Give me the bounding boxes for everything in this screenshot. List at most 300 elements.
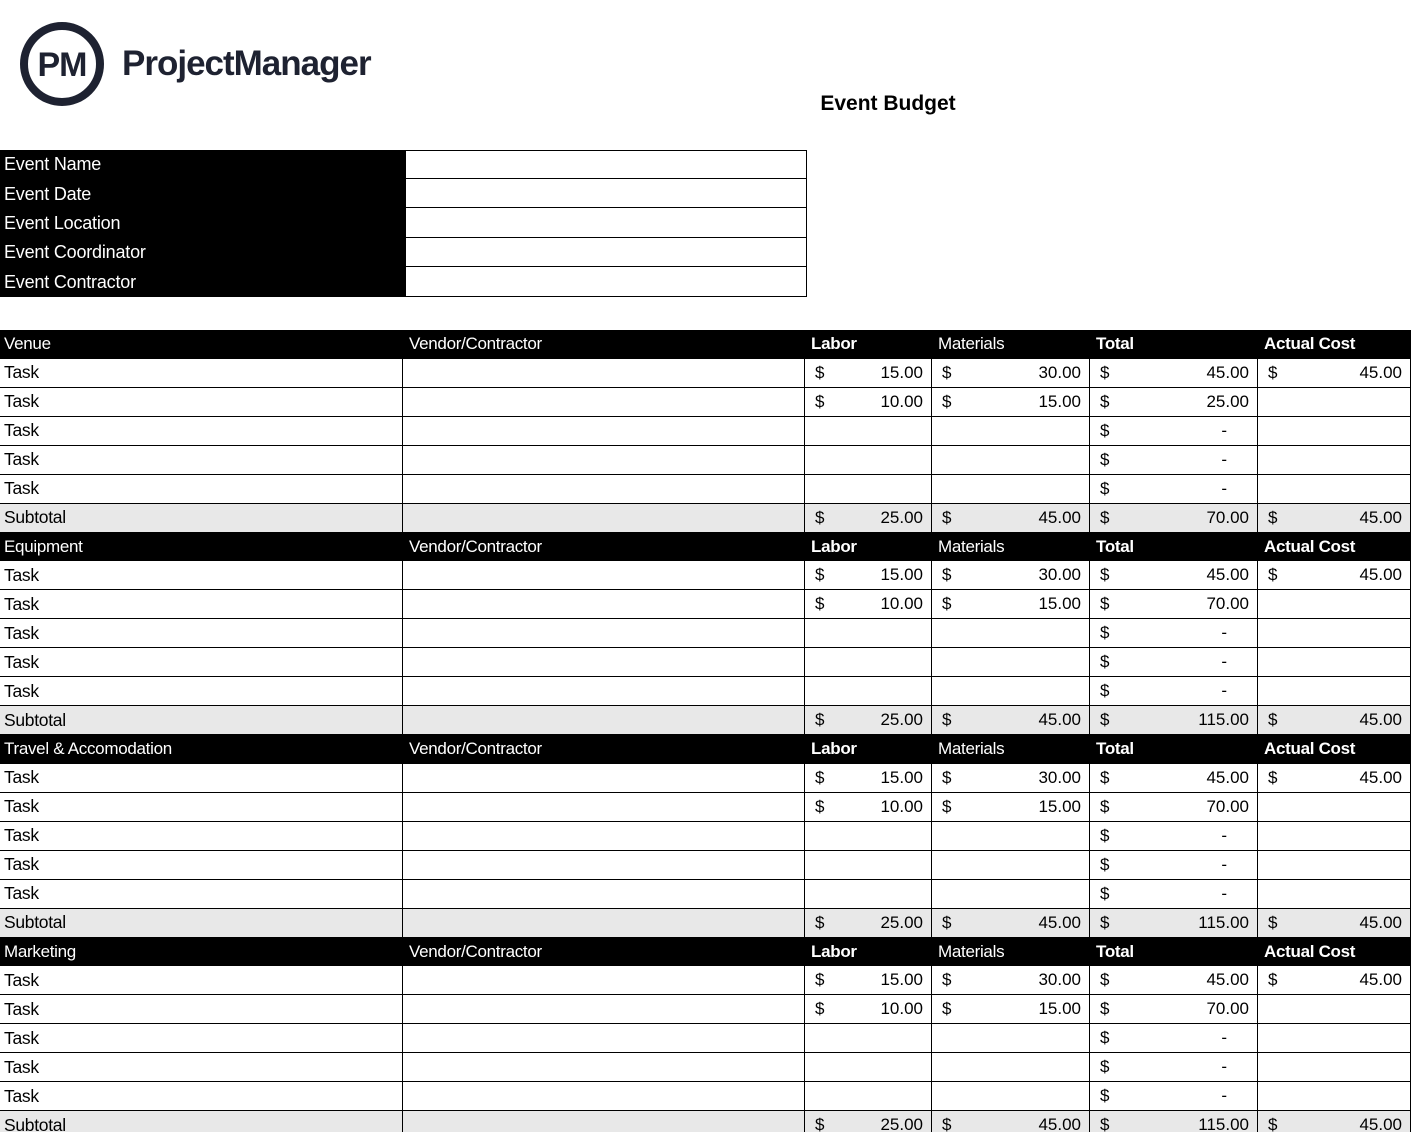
total-amount-cell[interactable] bbox=[1090, 446, 1258, 474]
task-label-cell[interactable]: Task bbox=[0, 880, 403, 908]
amount-value: 25.00 bbox=[1206, 391, 1249, 411]
labor-amount-cell[interactable] bbox=[805, 851, 932, 879]
actual-cost-amount-cell[interactable] bbox=[1258, 359, 1411, 387]
vendor-cell[interactable] bbox=[403, 995, 805, 1023]
labor-amount-cell[interactable] bbox=[805, 648, 932, 676]
info-input-event-contractor[interactable] bbox=[405, 266, 807, 297]
currency-symbol: $ bbox=[942, 1115, 952, 1132]
materials-amount-cell[interactable] bbox=[932, 822, 1090, 850]
total-amount-cell[interactable] bbox=[1090, 417, 1258, 445]
vendor-cell[interactable] bbox=[403, 880, 805, 908]
amount-value: 15.00 bbox=[1038, 796, 1081, 816]
currency-symbol: $ bbox=[815, 767, 825, 787]
vendor-cell[interactable] bbox=[403, 677, 805, 705]
vendor-cell[interactable] bbox=[403, 590, 805, 618]
materials-amount-cell[interactable] bbox=[932, 359, 1090, 387]
actual-cost-amount-cell[interactable] bbox=[1258, 388, 1411, 416]
info-input-event-name[interactable] bbox=[405, 150, 807, 179]
currency-symbol: $ bbox=[942, 507, 952, 527]
subtotal-total-cell bbox=[1090, 504, 1258, 532]
equipment-task-row-3 bbox=[0, 619, 1411, 648]
task-label-cell[interactable]: Task bbox=[0, 446, 403, 474]
amount-value: 45.00 bbox=[1206, 970, 1249, 989]
materials-amount-cell[interactable] bbox=[932, 995, 1090, 1023]
pm-logo-icon bbox=[18, 20, 106, 108]
vendor-cell[interactable] bbox=[403, 561, 805, 589]
labor-amount-cell[interactable] bbox=[805, 677, 932, 705]
amount-value: - bbox=[1221, 854, 1227, 874]
amount-value: 115.00 bbox=[1198, 710, 1249, 729]
amount-value: 45.00 bbox=[1206, 565, 1249, 584]
task-label-cell[interactable]: Task bbox=[0, 822, 403, 850]
col-header-total: Total bbox=[1096, 334, 1134, 354]
task-label-cell[interactable]: Task bbox=[0, 590, 403, 618]
task-label-cell[interactable]: Task bbox=[0, 1053, 403, 1081]
currency-symbol: $ bbox=[942, 999, 952, 1018]
equipment-task-row-5 bbox=[0, 677, 1411, 706]
currency-symbol: $ bbox=[815, 999, 825, 1018]
amount-value: - bbox=[1221, 478, 1227, 498]
travel-accomodation-task-row-4 bbox=[0, 851, 1411, 880]
materials-amount-cell[interactable] bbox=[932, 619, 1090, 647]
actual-cost-amount-cell[interactable] bbox=[1258, 966, 1411, 994]
section-title-marketing: Marketing bbox=[4, 941, 76, 961]
task-label-cell[interactable]: Task bbox=[0, 619, 403, 647]
subtotal-actual-cost-cell bbox=[1258, 909, 1411, 937]
currency-symbol: $ bbox=[815, 594, 825, 613]
currency-symbol: $ bbox=[1268, 767, 1278, 787]
col-header-labor: Labor bbox=[811, 739, 857, 759]
vendor-cell[interactable] bbox=[403, 475, 805, 503]
currency-symbol: $ bbox=[1100, 1115, 1110, 1132]
amount-value: 25.00 bbox=[880, 710, 923, 729]
currency-symbol: $ bbox=[1100, 825, 1110, 845]
currency-symbol: $ bbox=[1268, 362, 1278, 382]
labor-amount-cell[interactable] bbox=[805, 446, 932, 474]
currency-symbol: $ bbox=[1100, 623, 1110, 642]
amount-value: 30.00 bbox=[1038, 767, 1081, 787]
travel-accomodation-subtotal-row bbox=[0, 909, 1411, 938]
amount-value: - bbox=[1221, 1086, 1227, 1105]
materials-amount-cell[interactable] bbox=[932, 966, 1090, 994]
amount-value: 30.00 bbox=[1038, 970, 1081, 989]
actual-cost-amount-cell[interactable] bbox=[1258, 1053, 1411, 1081]
materials-amount-cell[interactable] bbox=[932, 764, 1090, 792]
vendor-cell[interactable] bbox=[403, 1082, 805, 1110]
amount-value: - bbox=[1221, 652, 1227, 671]
amount-value: 115.00 bbox=[1198, 912, 1249, 932]
amount-value: 45.00 bbox=[1359, 767, 1402, 787]
labor-amount-cell[interactable] bbox=[805, 619, 932, 647]
equipment-task-row-4 bbox=[0, 648, 1411, 677]
currency-symbol: $ bbox=[1268, 565, 1278, 584]
amount-value: 25.00 bbox=[880, 1115, 923, 1132]
subtotal-label-cell: Subtotal bbox=[0, 706, 403, 734]
labor-amount-cell[interactable] bbox=[805, 966, 932, 994]
subtotal-labor-cell bbox=[805, 1111, 932, 1132]
info-label-event-date: Event Date bbox=[0, 179, 405, 208]
labor-amount-cell[interactable] bbox=[805, 1053, 932, 1081]
actual-cost-amount-cell[interactable] bbox=[1258, 793, 1411, 821]
amount-value: - bbox=[1221, 1057, 1227, 1076]
vendor-cell[interactable] bbox=[403, 851, 805, 879]
subtotal-total-cell bbox=[1090, 1111, 1258, 1132]
marketing-task-row-5 bbox=[0, 1082, 1411, 1111]
currency-symbol: $ bbox=[942, 594, 952, 613]
currency-symbol: $ bbox=[942, 970, 952, 989]
actual-cost-amount-cell[interactable] bbox=[1258, 822, 1411, 850]
amount-value: - bbox=[1221, 825, 1227, 845]
col-header-vendor: Vendor/Contractor bbox=[409, 536, 542, 556]
vendor-cell[interactable] bbox=[403, 1024, 805, 1052]
actual-cost-amount-cell[interactable] bbox=[1258, 446, 1411, 474]
amount-value: 45.00 bbox=[1359, 970, 1402, 989]
materials-amount-cell[interactable] bbox=[932, 388, 1090, 416]
subtotal-vendor-cell bbox=[403, 706, 805, 734]
currency-symbol: $ bbox=[1100, 594, 1110, 613]
currency-symbol: $ bbox=[942, 362, 952, 382]
actual-cost-amount-cell[interactable] bbox=[1258, 1082, 1411, 1110]
total-amount-cell[interactable] bbox=[1090, 966, 1258, 994]
task-label-cell[interactable]: Task bbox=[0, 995, 403, 1023]
info-input-event-coordinator[interactable] bbox=[405, 237, 807, 268]
currency-symbol: $ bbox=[815, 970, 825, 989]
actual-cost-amount-cell[interactable] bbox=[1258, 619, 1411, 647]
section-title-venue: Venue bbox=[4, 334, 51, 354]
labor-amount-cell[interactable] bbox=[805, 590, 932, 618]
amount-value: 15.00 bbox=[1038, 999, 1081, 1018]
total-amount-cell[interactable] bbox=[1090, 475, 1258, 503]
amount-value: 45.00 bbox=[1359, 362, 1402, 382]
amount-value: 70.00 bbox=[1206, 507, 1249, 527]
amount-value: 45.00 bbox=[1359, 565, 1402, 584]
materials-amount-cell[interactable] bbox=[932, 1053, 1090, 1081]
task-label-cell[interactable]: Task bbox=[0, 851, 403, 879]
materials-amount-cell[interactable] bbox=[932, 446, 1090, 474]
vendor-cell[interactable] bbox=[403, 619, 805, 647]
col-header-actual-cost: Actual Cost bbox=[1264, 739, 1356, 759]
venue-task-row-5 bbox=[0, 475, 1411, 504]
amount-value: - bbox=[1221, 681, 1227, 700]
amount-value: 45.00 bbox=[1359, 710, 1402, 729]
currency-symbol: $ bbox=[1268, 912, 1278, 932]
currency-symbol: $ bbox=[1100, 912, 1110, 932]
venue-subtotal-row bbox=[0, 504, 1411, 533]
marketing-task-row-1 bbox=[0, 966, 1411, 995]
col-header-vendor: Vendor/Contractor bbox=[409, 941, 542, 961]
currency-symbol: $ bbox=[942, 767, 952, 787]
currency-symbol: $ bbox=[815, 565, 825, 584]
col-header-actual-cost: Actual Cost bbox=[1264, 536, 1356, 556]
subtotal-actual-cost-cell bbox=[1258, 504, 1411, 532]
materials-amount-cell[interactable] bbox=[932, 1024, 1090, 1052]
labor-amount-cell[interactable] bbox=[805, 417, 932, 445]
venue-task-row-3 bbox=[0, 417, 1411, 446]
total-amount-cell[interactable] bbox=[1090, 561, 1258, 589]
total-amount-cell[interactable] bbox=[1090, 590, 1258, 618]
currency-symbol: $ bbox=[1100, 391, 1110, 411]
labor-amount-cell[interactable] bbox=[805, 880, 932, 908]
materials-amount-cell[interactable] bbox=[932, 677, 1090, 705]
currency-symbol: $ bbox=[815, 391, 825, 411]
labor-amount-cell[interactable] bbox=[805, 764, 932, 792]
info-input-event-location[interactable] bbox=[405, 207, 807, 238]
currency-symbol: $ bbox=[1100, 1086, 1110, 1105]
materials-amount-cell[interactable] bbox=[932, 590, 1090, 618]
marketing-subtotal-row bbox=[0, 1111, 1411, 1132]
col-header-actual-cost: Actual Cost bbox=[1264, 941, 1356, 961]
amount-value: 15.00 bbox=[880, 362, 923, 382]
amount-value: 115.00 bbox=[1198, 1115, 1249, 1132]
materials-amount-cell[interactable] bbox=[932, 880, 1090, 908]
currency-symbol: $ bbox=[1100, 565, 1110, 584]
materials-amount-cell[interactable] bbox=[932, 561, 1090, 589]
info-label-event-name: Event Name bbox=[0, 150, 405, 179]
section-header-venue bbox=[0, 330, 1411, 359]
amount-value: 45.00 bbox=[1359, 912, 1402, 932]
currency-symbol: $ bbox=[815, 912, 825, 932]
amount-value: 10.00 bbox=[880, 999, 923, 1018]
task-label-cell[interactable]: Task bbox=[0, 359, 403, 387]
section-header-marketing bbox=[0, 938, 1411, 967]
vendor-cell[interactable] bbox=[403, 822, 805, 850]
amount-value: 45.00 bbox=[1206, 362, 1249, 382]
currency-symbol: $ bbox=[1100, 999, 1110, 1018]
vendor-cell[interactable] bbox=[403, 446, 805, 474]
total-amount-cell[interactable] bbox=[1090, 793, 1258, 821]
subtotal-labor-cell bbox=[805, 504, 932, 532]
labor-amount-cell[interactable] bbox=[805, 995, 932, 1023]
currency-symbol: $ bbox=[942, 912, 952, 932]
col-header-vendor: Vendor/Contractor bbox=[409, 739, 542, 759]
amount-value: 45.00 bbox=[1038, 912, 1081, 932]
equipment-task-row-1 bbox=[0, 561, 1411, 590]
total-amount-cell[interactable] bbox=[1090, 388, 1258, 416]
total-amount-cell[interactable] bbox=[1090, 359, 1258, 387]
labor-amount-cell[interactable] bbox=[805, 359, 932, 387]
amount-value: 10.00 bbox=[880, 796, 923, 816]
materials-amount-cell[interactable] bbox=[932, 417, 1090, 445]
amount-value: 45.00 bbox=[1038, 1115, 1081, 1132]
actual-cost-amount-cell[interactable] bbox=[1258, 880, 1411, 908]
actual-cost-amount-cell[interactable] bbox=[1258, 677, 1411, 705]
subtotal-materials-cell bbox=[932, 504, 1090, 532]
brand-wordmark: ProjectManager bbox=[122, 44, 371, 83]
amount-value: 30.00 bbox=[1038, 565, 1081, 584]
amount-value: 25.00 bbox=[880, 507, 923, 527]
info-row-event-name bbox=[0, 150, 807, 179]
vendor-cell[interactable] bbox=[403, 648, 805, 676]
subtotal-labor-cell bbox=[805, 706, 932, 734]
equipment-task-row-2 bbox=[0, 590, 1411, 619]
currency-symbol: $ bbox=[942, 710, 952, 729]
event-info-form bbox=[0, 150, 807, 297]
actual-cost-amount-cell[interactable] bbox=[1258, 648, 1411, 676]
amount-value: 45.00 bbox=[1206, 767, 1249, 787]
task-label-cell[interactable]: Task bbox=[0, 561, 403, 589]
subtotal-label-cell: Subtotal bbox=[0, 1111, 403, 1132]
vendor-cell[interactable] bbox=[403, 966, 805, 994]
travel-accomodation-task-row-5 bbox=[0, 880, 1411, 909]
actual-cost-amount-cell[interactable] bbox=[1258, 590, 1411, 618]
venue-task-row-4 bbox=[0, 446, 1411, 475]
total-amount-cell[interactable] bbox=[1090, 880, 1258, 908]
actual-cost-amount-cell[interactable] bbox=[1258, 851, 1411, 879]
amount-value: 70.00 bbox=[1206, 999, 1249, 1018]
subtotal-materials-cell bbox=[932, 1111, 1090, 1132]
info-label-event-coordinator: Event Coordinator bbox=[0, 238, 405, 267]
labor-amount-cell[interactable] bbox=[805, 822, 932, 850]
materials-amount-cell[interactable] bbox=[932, 648, 1090, 676]
subtotal-materials-cell bbox=[932, 706, 1090, 734]
task-label-cell[interactable]: Task bbox=[0, 677, 403, 705]
task-label-cell[interactable]: Task bbox=[0, 417, 403, 445]
currency-symbol: $ bbox=[1100, 883, 1110, 903]
col-header-vendor: Vendor/Contractor bbox=[409, 334, 542, 354]
total-amount-cell[interactable] bbox=[1090, 1024, 1258, 1052]
travel-accomodation-task-row-1 bbox=[0, 764, 1411, 793]
currency-symbol: $ bbox=[1100, 710, 1110, 729]
currency-symbol: $ bbox=[1268, 1115, 1278, 1132]
col-header-materials: Materials bbox=[938, 941, 1005, 961]
amount-value: 45.00 bbox=[1038, 710, 1081, 729]
currency-symbol: $ bbox=[1100, 796, 1110, 816]
vendor-cell[interactable] bbox=[403, 764, 805, 792]
budget-table bbox=[0, 330, 1411, 1132]
currency-symbol: $ bbox=[1100, 854, 1110, 874]
materials-amount-cell[interactable] bbox=[932, 793, 1090, 821]
labor-amount-cell[interactable] bbox=[805, 561, 932, 589]
labor-amount-cell[interactable] bbox=[805, 793, 932, 821]
currency-symbol: $ bbox=[1268, 970, 1278, 989]
info-label-event-contractor: Event Contractor bbox=[0, 268, 405, 297]
actual-cost-amount-cell[interactable] bbox=[1258, 561, 1411, 589]
section-header-equipment bbox=[0, 533, 1411, 562]
subtotal-total-cell bbox=[1090, 706, 1258, 734]
currency-symbol: $ bbox=[1268, 507, 1278, 527]
amount-value: 70.00 bbox=[1206, 796, 1249, 816]
currency-symbol: $ bbox=[1100, 362, 1110, 382]
labor-amount-cell[interactable] bbox=[805, 1024, 932, 1052]
currency-symbol: $ bbox=[815, 1115, 825, 1132]
col-header-actual-cost: Actual Cost bbox=[1264, 334, 1356, 354]
materials-amount-cell[interactable] bbox=[932, 475, 1090, 503]
subtotal-vendor-cell bbox=[403, 909, 805, 937]
travel-accomodation-task-row-3 bbox=[0, 822, 1411, 851]
info-row-event-location bbox=[0, 209, 807, 238]
subtotal-vendor-cell bbox=[403, 1111, 805, 1132]
equipment-subtotal-row bbox=[0, 706, 1411, 735]
currency-symbol: $ bbox=[942, 391, 952, 411]
currency-symbol: $ bbox=[942, 565, 952, 584]
amount-value: 15.00 bbox=[880, 970, 923, 989]
task-label-cell[interactable]: Task bbox=[0, 764, 403, 792]
vendor-cell[interactable] bbox=[403, 1053, 805, 1081]
amount-value: - bbox=[1221, 883, 1227, 903]
total-amount-cell[interactable] bbox=[1090, 1053, 1258, 1081]
currency-symbol: $ bbox=[1268, 710, 1278, 729]
col-header-total: Total bbox=[1096, 941, 1134, 961]
col-header-materials: Materials bbox=[938, 739, 1005, 759]
actual-cost-amount-cell[interactable] bbox=[1258, 995, 1411, 1023]
col-header-total: Total bbox=[1096, 739, 1134, 759]
amount-value: - bbox=[1221, 449, 1227, 469]
total-amount-cell[interactable] bbox=[1090, 995, 1258, 1023]
info-label-event-location: Event Location bbox=[0, 209, 405, 238]
actual-cost-amount-cell[interactable] bbox=[1258, 1024, 1411, 1052]
col-header-labor: Labor bbox=[811, 536, 857, 556]
info-row-event-date bbox=[0, 179, 807, 208]
actual-cost-amount-cell[interactable] bbox=[1258, 764, 1411, 792]
total-amount-cell[interactable] bbox=[1090, 648, 1258, 676]
task-label-cell[interactable]: Task bbox=[0, 475, 403, 503]
col-header-labor: Labor bbox=[811, 334, 857, 354]
total-amount-cell[interactable] bbox=[1090, 677, 1258, 705]
vendor-cell[interactable] bbox=[403, 417, 805, 445]
info-row-event-contractor bbox=[0, 268, 807, 297]
brand-header bbox=[18, 20, 371, 108]
task-label-cell[interactable]: Task bbox=[0, 1082, 403, 1110]
materials-amount-cell[interactable] bbox=[932, 851, 1090, 879]
currency-symbol: $ bbox=[1100, 1028, 1110, 1047]
amount-value: - bbox=[1221, 623, 1227, 642]
currency-symbol: $ bbox=[1100, 449, 1110, 469]
info-input-event-date[interactable] bbox=[405, 178, 807, 209]
amount-value: 45.00 bbox=[1359, 1115, 1402, 1132]
task-label-cell[interactable]: Task bbox=[0, 1024, 403, 1052]
total-amount-cell[interactable] bbox=[1090, 851, 1258, 879]
amount-value: 15.00 bbox=[880, 565, 923, 584]
subtotal-labor-cell bbox=[805, 909, 932, 937]
marketing-task-row-2 bbox=[0, 995, 1411, 1024]
total-amount-cell[interactable] bbox=[1090, 1082, 1258, 1110]
currency-symbol: $ bbox=[1100, 970, 1110, 989]
task-label-cell[interactable]: Task bbox=[0, 966, 403, 994]
subtotal-label-cell: Subtotal bbox=[0, 504, 403, 532]
amount-value: 15.00 bbox=[1038, 594, 1081, 613]
task-label-cell[interactable]: Task bbox=[0, 388, 403, 416]
vendor-cell[interactable] bbox=[403, 388, 805, 416]
actual-cost-amount-cell[interactable] bbox=[1258, 475, 1411, 503]
total-amount-cell[interactable] bbox=[1090, 822, 1258, 850]
materials-amount-cell[interactable] bbox=[932, 1082, 1090, 1110]
task-label-cell[interactable]: Task bbox=[0, 793, 403, 821]
amount-value: - bbox=[1221, 1028, 1227, 1047]
currency-symbol: $ bbox=[815, 507, 825, 527]
travel-accomodation-task-row-2 bbox=[0, 793, 1411, 822]
total-amount-cell[interactable] bbox=[1090, 619, 1258, 647]
marketing-task-row-3 bbox=[0, 1024, 1411, 1053]
vendor-cell[interactable] bbox=[403, 793, 805, 821]
vendor-cell[interactable] bbox=[403, 359, 805, 387]
subtotal-vendor-cell bbox=[403, 504, 805, 532]
task-label-cell[interactable]: Task bbox=[0, 648, 403, 676]
actual-cost-amount-cell[interactable] bbox=[1258, 417, 1411, 445]
page-title: Event Budget bbox=[820, 92, 956, 115]
subtotal-actual-cost-cell bbox=[1258, 706, 1411, 734]
currency-symbol: $ bbox=[1100, 767, 1110, 787]
venue-task-row-2 bbox=[0, 388, 1411, 417]
labor-amount-cell[interactable] bbox=[805, 388, 932, 416]
labor-amount-cell[interactable] bbox=[805, 475, 932, 503]
svg-text:PM: PM bbox=[37, 46, 87, 84]
currency-symbol: $ bbox=[1100, 652, 1110, 671]
section-header-travel-accomodation bbox=[0, 735, 1411, 764]
currency-symbol: $ bbox=[942, 796, 952, 816]
currency-symbol: $ bbox=[1100, 420, 1110, 440]
total-amount-cell[interactable] bbox=[1090, 764, 1258, 792]
labor-amount-cell[interactable] bbox=[805, 1082, 932, 1110]
